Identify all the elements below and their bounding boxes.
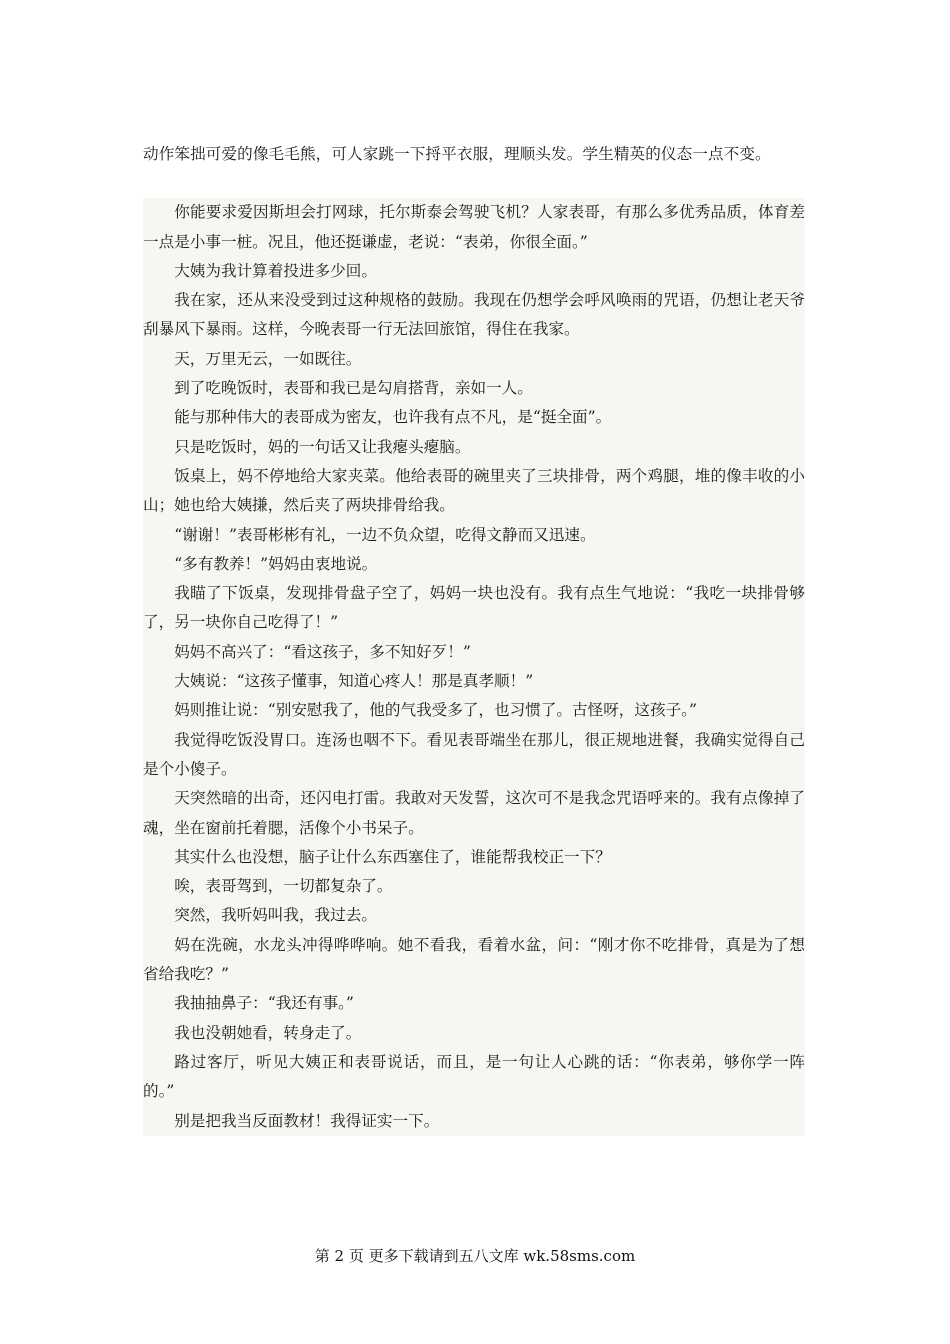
paragraph: 饭桌上，妈不停地给大家夹菜。他给表哥的碗里夹了三块排骨，两个鸡腿，堆的像丰收的小山；她也给大姨搛，然后夹了两块排骨给我。 [143,466,805,515]
paragraph: 别是把我当反面教材！我得证实一下。 [174,1111,440,1130]
paragraph: 到了吃晚饭时，表哥和我已是勾肩搭背，亲如一人。 [174,379,533,398]
paragraph: 妈妈不高兴了：“看这孩子，多不知好歹！” [174,642,471,661]
paragraph: 能与那种伟大的表哥成为密友，也许我有点不凡，是“挺全面”。 [174,408,612,427]
paragraph: 我觉得吃饭没胃口。连汤也咽不下。看见表哥端坐在那儿，很正规地进餐，我确实觉得自己是个小傻子。 [143,730,805,778]
paragraph: 只是吃饭时，妈的一句话又让我瘪头瘪脑。 [174,437,471,456]
lead-line: 动作笨拙可爱的像毛毛熊，可人家跳一下捋平衣服，理顺头发。学生精英的仪态一点不变。 [143,145,771,163]
paragraph: 其实什么也没想，脑子让什么东西塞住了，谁能帮我校正一下？ [174,847,611,866]
paragraph: 我抽抽鼻子：“我还有事。” [174,994,354,1013]
paragraph: 唉，表哥驾到，一切都复杂了。 [174,877,393,896]
paragraph: 天突然暗的出奇，还闪电打雷。我敢对天发誓，这次可不是我念咒语呼来的。我有点像掉了魂，坐在窗前托着腮，活像个小书呆子。 [143,789,805,837]
paragraph: 妈则推让说：“别安慰我了，他的气我受多了，也习惯了。古怪呀，这孩子。” [174,701,697,720]
paragraph: 突然，我听妈叫我，我过去。 [174,906,377,925]
paragraph: 我也没朝她看，转身走了。 [174,1023,362,1042]
paragraph: 你能要求爱因斯坦会打网球，托尔斯泰会驾驶飞机？人家表哥，有那么多优秀品质，体育差一点是小事一桩。况且，他还挺谦虚，老说：“表弟，你很全面。” [143,203,805,251]
paragraph: “谢谢！”表哥彬彬有礼，一边不负众望，吃得文静而又迅速。 [174,525,596,544]
document-body [143,140,805,1136]
shaded-text-block [143,198,805,1136]
paragraph: 妈在洗碗，水龙头冲得哗哗响。她不看我，看着水盆，问：“刚才你不吃排骨，真是为了想省给我吃？” [143,935,805,984]
paragraph: 我在家，还从来没受到过这种规格的鼓励。我现在仍想学会呼风唤雨的咒语，仍想让老天爷刮暴风下暴雨。这样，今晚表哥一行无法回旅馆，得住在我家。 [143,291,805,339]
paragraph: 路过客厅，听见大姨正和表哥说话，而且，是一句让人心跳的话：“你表弟，够你学一阵的。” [143,1052,805,1101]
paragraph: 我瞄了下饭桌，发现排骨盘子空了，妈妈一块也没有。我有点生气地说：“我吃一块排骨够了，另一块你自己吃得了！” [143,584,805,632]
paragraph: 天，万里无云，一如既往。 [174,349,362,368]
paragraph: 大姨为我计算着投进多少回。 [174,261,377,280]
paragraph: “多有教养！”妈妈由衷地说。 [174,554,378,573]
page-footer: 第 2 页 更多下载请到五八文库 wk.58sms.com [314,1247,636,1265]
paragraph: 大姨说：“这孩子懂事，知道心疼人！那是真孝顺！” [174,672,534,691]
